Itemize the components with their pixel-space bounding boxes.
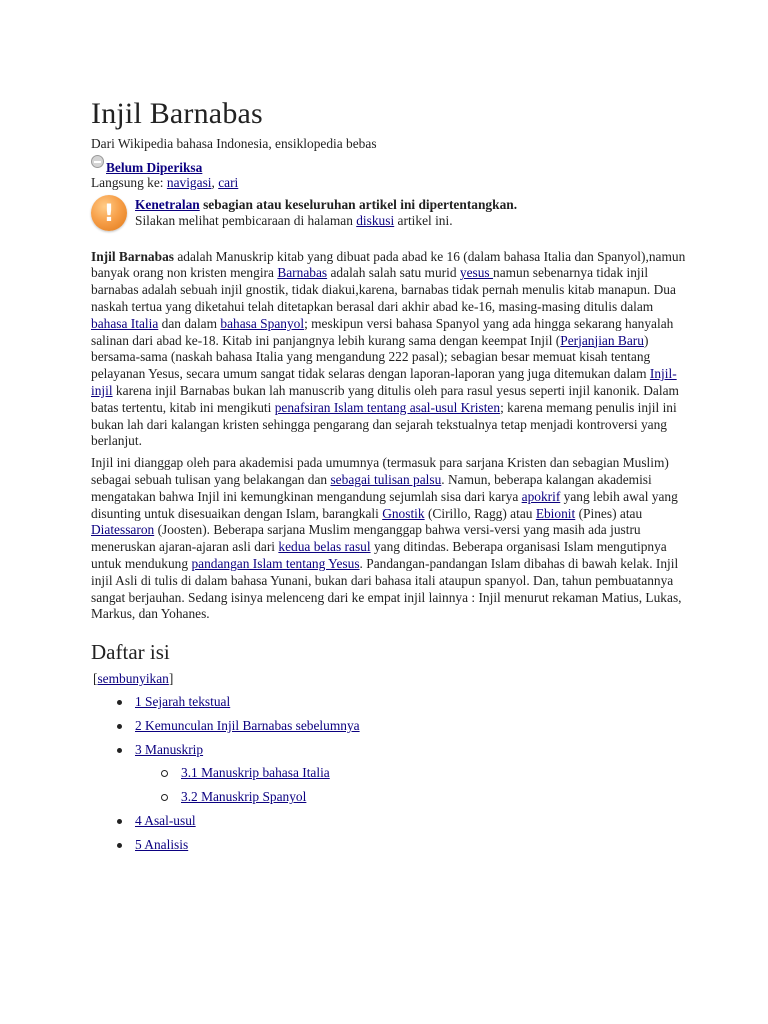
toc-subitem xyxy=(91,789,691,806)
link-tulisan-palsu[interactable]: sebagai tulisan palsu xyxy=(330,471,442,487)
unreviewed-icon xyxy=(91,155,104,168)
toc-item xyxy=(91,742,691,759)
toc-item xyxy=(91,813,691,830)
neutrality-notice xyxy=(91,195,691,235)
link-penafsiran-islam[interactable]: penafsiran Islam tentang asal-usul Kristen xyxy=(274,399,501,415)
review-flag xyxy=(91,155,691,173)
toc-item xyxy=(91,694,691,711)
review-status-link[interactable]: Belum Diperiksa xyxy=(106,159,203,175)
jump-navigation-link[interactable]: navigasi xyxy=(166,174,212,190)
article-content xyxy=(91,96,691,861)
link-yesus[interactable]: yesus xyxy=(459,265,493,281)
site-tagline: Dari Wikipedia bahasa Indonesia, ensiklopedia bebas xyxy=(91,136,377,151)
neutrality-link[interactable]: Kenetralan xyxy=(135,196,200,212)
toc-hide-link[interactable]: sembunyikan xyxy=(97,671,169,687)
link-bahasa-spanyol[interactable]: bahasa Spanyol xyxy=(220,315,305,331)
jump-search-link[interactable]: cari xyxy=(218,174,239,190)
link-injil-injil[interactable]: Injil-injil xyxy=(91,366,677,398)
toc-subitem xyxy=(91,765,691,782)
notice-text: Kenetralan sebagian atau keseluruhan artikel ini dipertentangkan. Silakan melihat pembicaraan di halaman diskusi artikel ini. xyxy=(135,196,518,229)
link-perjanjian-baru[interactable]: Perjanjian Baru xyxy=(560,332,644,348)
link-ebionit[interactable]: Ebionit xyxy=(535,505,576,521)
discussion-link[interactable]: diskusi xyxy=(356,213,395,229)
link-apokrif[interactable]: apokrif xyxy=(521,488,561,504)
link-bahasa-italia[interactable]: bahasa Italia xyxy=(91,315,159,331)
toc-link-kemunculan[interactable]: 2 Kemunculan Injil Barnabas sebelumnya xyxy=(135,717,360,733)
toc-link-asal-usul[interactable]: 4 Asal-usul xyxy=(135,812,196,828)
link-barnabas[interactable]: Barnabas xyxy=(277,265,328,281)
toc-link-manuskrip[interactable]: 3 Manuskrip xyxy=(135,741,204,757)
toc-item xyxy=(91,718,691,735)
link-diatessaron[interactable]: Diatessaron xyxy=(91,522,155,538)
link-kedua-belas-rasul[interactable]: kedua belas rasul xyxy=(278,539,371,555)
toc-link-manuskrip-italia[interactable]: 3.1 Manuskrip bahasa Italia xyxy=(181,765,330,781)
toc-list xyxy=(91,694,691,854)
toc-link-sejarah-tekstual[interactable]: 1 Sejarah tekstual xyxy=(135,693,231,709)
link-pandangan-islam[interactable]: pandangan Islam tentang Yesus xyxy=(191,555,360,571)
second-paragraph: Injil ini dianggap oleh para akademisi pada umumnya (termasuk para sarjana Kristen dan sebagian Muslim) sebagai sebuah tulisan yang belakangan dan sebagai tulisan palsu. Namun, beberapa kalangan akademisi mengatakan bahwa Injil ini kemungkinan mengandung sejumlah sisa dari karya apokrif yang lebih awal yang disunting untuk disesuaikan dengan Islam, barangkali Gnostik (Cirillo, Ragg) atau Ebionit (Pines) atau Diatessaron (Joosten). Beberapa sarjana Muslim menganggap bahwa versi-versi yang masih ada justru meneruskan ajaran-ajaran asli dari kedua belas rasul yang ditindas. Beberapa organisasi Islam mengutipnya untuk mendukung pandangan Islam tentang Yesus. Pandangan-pandangan Islam dibahas di bawah kelak. Injil injil Asli di tulis di dalam bahasa Yunani, bukan dari bahasa itali ataupun spanyol. Dan, tahun pembuatannya sangat berjauhan. Sedang isinya melenceng dari ke empat injil lainnya : Injil menurut rekaman Matius, Lukas, Markus, dan Yohanes. xyxy=(91,455,682,622)
page-title: Injil Barnabas xyxy=(91,97,263,130)
toc-toggle: [sembunyikan] xyxy=(93,671,174,687)
jump-prefix: Langsung ke: xyxy=(91,174,167,190)
link-gnostik[interactable]: Gnostik xyxy=(382,505,425,521)
exclamation-icon: ! xyxy=(91,195,127,231)
jump-links: Langsung ke: navigasi, cari xyxy=(91,174,239,190)
toc-item xyxy=(91,837,691,854)
toc-heading: Daftar isi xyxy=(91,640,170,665)
intro-paragraph: Injil Barnabas adalah Manuskrip kitab yang dibuat pada abad ke 16 (dalam bahasa Italia dan Spanyol),namun banyak orang non kristen mengira Barnabas adalah salah satu murid yesus namun sebenarnya tidak injil barnabas adalah sebuah injil gnostik, tidak diakui,karena, barnabas tidak pernah menulis kitab manapun. Dua naskah tertua yang diketahui telah ditetapkan berasal dari akhir abad ke-16, masing-masing ditulis dalam bahasa Italia dan dalam bahasa Spanyol; meskipun versi bahasa Spanyol yang ada hingga sekarang hanyalah salinan dari abad ke-18. Kitab ini panjangnya lebih kurang sama dengan keempat Injil (Perjanjian Baru) bersama-sama (naskah bahasa Italia yang mengandung 222 pasal); sebagian besar memuat kisah tentang pelayanan Yesus, secara umum sangat tidak selaras dengan laporan-laporan yang juga ditemukan dalam Injil-injil karena injil Barnabas bukan lah manuscrib yang ditulis oleh para rasul yesus seperti injil kanonik. Dalam batas tertentu, kitab ini mengikuti penafsiran Islam tentang asal-usul Kristen; karena memang penulis injil ini bukan lah dari kalangan kristen sehingga pengarang dan sejarah tekstualnya tetap menjadi kontroversi yang berlanjut. xyxy=(91,248,686,449)
article-subject: Injil Barnabas xyxy=(91,248,174,264)
toc-link-manuskrip-spanyol[interactable]: 3.2 Manuskrip Spanyol xyxy=(181,789,307,805)
toc-link-analisis[interactable]: 5 Analisis xyxy=(135,836,189,852)
